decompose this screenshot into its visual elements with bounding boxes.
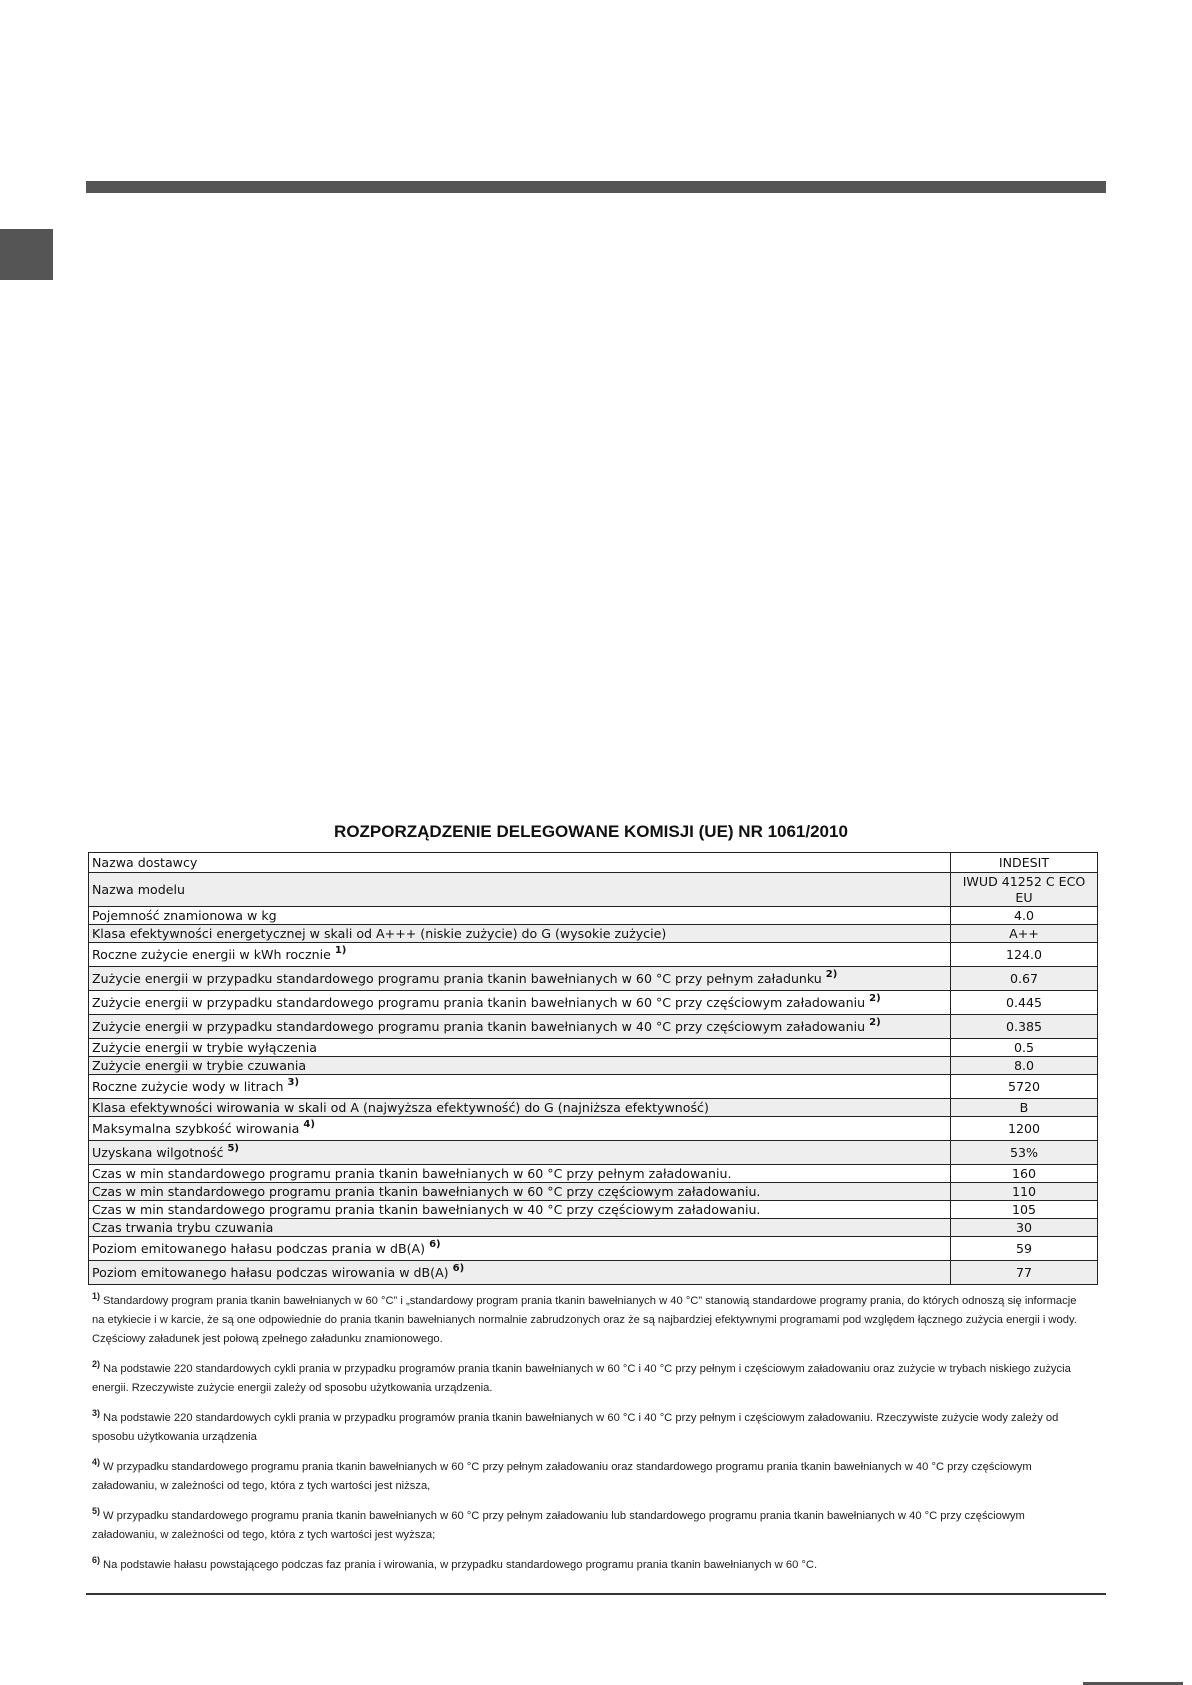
row-label-text: Roczne zużycie energii w kWh rocznie — [92, 946, 331, 962]
footnote-text: Na podstawie 220 standardowych cykli prania w przypadku programów prania tkanin bawełnianych w 60 °C i 40 °C przy pełnym i częściowym załadowaniu. Rzeczywiste zużycie wody zależy od sposobu użytkowania urządzenia — [92, 1412, 1059, 1443]
footnotes — [92, 1292, 1088, 1586]
row-label — [89, 925, 951, 943]
row-label — [89, 1201, 951, 1219]
row-value: 4.0 — [951, 907, 1098, 925]
footnote-marker: 5) — [92, 1506, 101, 1517]
row-value: 0.5 — [951, 1039, 1098, 1057]
row-label — [89, 967, 951, 991]
row-value: INDESIT — [951, 853, 1098, 873]
row-value: IWUD 41252 C ECO EU — [951, 873, 1098, 907]
row-label-text: Nazwa modelu — [92, 881, 185, 897]
footnote-ref: 1) — [334, 945, 347, 957]
row-label-text: Czas trwania trybu czuwania — [92, 1219, 274, 1235]
footnote-marker: 1) — [92, 1291, 101, 1302]
row-label-text: Zużycie energii w przypadku standardowego programu prania tkanin bawełnianych w 60 °C przy częściowym załadowaniu — [92, 994, 866, 1010]
row-label-text: Poziom emitowanego hałasu podczas prania w dB(A) — [92, 1240, 426, 1256]
footnote — [92, 1292, 1088, 1349]
table-row — [89, 1057, 1098, 1075]
table-row — [89, 1201, 1098, 1219]
footnote — [92, 1360, 1088, 1398]
table-row — [89, 925, 1098, 943]
row-label — [89, 1015, 951, 1039]
row-label-text: Poziom emitowanego hałasu podczas wirowania w dB(A) — [92, 1264, 449, 1280]
row-value: 77 — [951, 1261, 1098, 1285]
row-label-text: Klasa efektywności wirowania w skali od A (najwyższa efektywność) do G (najniższa efektywność) — [92, 1099, 709, 1115]
table-row — [89, 967, 1098, 991]
row-label-text: Pojemność znamionowa w kg — [92, 907, 277, 923]
table-row — [89, 943, 1098, 967]
footnote-marker: 2) — [92, 1359, 101, 1370]
row-label — [89, 1057, 951, 1075]
footnote-ref: 3) — [287, 1077, 300, 1089]
row-label — [89, 991, 951, 1015]
footnote-text: Standardowy program prania tkanin bawełnianych w 60 °C” i „standardowy program prania tkanin bawełnianych w 40 °C” stanowią standardowe programy prania, do których odnoszą się informacje na etykiecie i w karcie, że są one odpowiednie do prania tkanin bawełnianych normalnie zabrudzonych oraz że są najbardziej efektywnymi programami pod względem łącznego zużycia energii i wody. Częściowy załadunek jest połową zpełnego załadunku znamionowego. — [92, 1295, 1077, 1345]
row-label — [89, 1039, 951, 1057]
table-row — [89, 873, 1098, 907]
table-row — [89, 1015, 1098, 1039]
row-label — [89, 1099, 951, 1117]
row-label — [89, 1141, 951, 1165]
footnote-marker: 4) — [92, 1457, 101, 1468]
top-divider-bar — [86, 181, 1106, 193]
product-fiche-table — [88, 852, 1098, 1285]
row-value: 0.385 — [951, 1015, 1098, 1039]
row-value: B — [951, 1099, 1098, 1117]
bottom-divider — [86, 1593, 1106, 1595]
row-label-text: Zużycie energii w trybie wyłączenia — [92, 1039, 317, 1055]
row-label-text: Zużycie energii w trybie czuwania — [92, 1057, 307, 1073]
row-value: 5720 — [951, 1075, 1098, 1099]
table-row — [89, 853, 1098, 873]
row-value: 105 — [951, 1201, 1098, 1219]
row-label-text: Uzyskana wilgotność — [92, 1144, 224, 1160]
table-row — [89, 991, 1098, 1015]
row-label — [89, 1117, 951, 1141]
row-label — [89, 1075, 951, 1099]
regulation-title: ROZPORZĄDZENIE DELEGOWANE KOMISJI (UE) NR 1061/2010 — [334, 822, 848, 841]
row-label — [89, 1165, 951, 1183]
footnote-text: W przypadku standardowego programu prania tkanin bawełnianych w 60 °C przy pełnym załadowaniu oraz standardowego programu prania tkanin bawełnianych w 40 °C przy częściowym załadowaniu, w zależności od tego, która z tych wartości jest niższa, — [92, 1461, 1032, 1492]
table-row — [89, 1039, 1098, 1057]
row-label-text: Maksymalna szybkość wirowania — [92, 1120, 300, 1136]
footnote — [92, 1556, 1088, 1575]
row-label — [89, 1183, 951, 1201]
table-row — [89, 1183, 1098, 1201]
footnote-ref: 6) — [452, 1263, 465, 1275]
table-row — [89, 1261, 1098, 1285]
footnote — [92, 1409, 1088, 1447]
footnote — [92, 1458, 1088, 1496]
row-label — [89, 1261, 951, 1285]
table-row — [89, 1075, 1098, 1099]
section-tab-marker — [0, 229, 53, 280]
row-label-text: Klasa efektywności energetycznej w skali od A+++ (niskie zużycie) do G (wysokie zużycie) — [92, 925, 667, 941]
row-value: 59 — [951, 1237, 1098, 1261]
table-row — [89, 1219, 1098, 1237]
footnote — [92, 1507, 1088, 1545]
footnote-ref: 2) — [825, 969, 838, 981]
row-value: 0.67 — [951, 967, 1098, 991]
row-label-text: Zużycie energii w przypadku standardowego programu prania tkanin bawełnianych w 60 °C przy pełnym załadunku — [92, 970, 822, 986]
row-value: 53% — [951, 1141, 1098, 1165]
footnote-ref: 2) — [869, 1017, 881, 1029]
row-value: 30 — [951, 1219, 1098, 1237]
row-label-text: Czas w min standardowego programu prania tkanin bawełnianych w 60 °C przy częściowym załadowaniu. — [92, 1183, 761, 1199]
footnote-text: Na podstawie hałasu powstającego podczas faz prania i wirowania, w przypadku standardowego programu prania tkanin bawełnianych w 60 °C. — [103, 1559, 818, 1571]
row-value: A++ — [951, 925, 1098, 943]
table-row — [89, 1237, 1098, 1261]
row-label — [89, 873, 951, 907]
row-label-text: Zużycie energii w przypadku standardowego programu prania tkanin bawełnianych w 40 °C przy częściowym załadowaniu — [92, 1018, 866, 1034]
row-value: 1200 — [951, 1117, 1098, 1141]
table-row — [89, 907, 1098, 925]
row-label-text: Nazwa dostawcy — [92, 854, 198, 870]
footnote-marker: 6) — [92, 1555, 101, 1566]
table-row — [89, 1099, 1098, 1117]
row-value: 0.445 — [951, 991, 1098, 1015]
footnote-marker: 3) — [92, 1408, 101, 1419]
row-label — [89, 853, 951, 873]
table-row — [89, 1117, 1098, 1141]
row-label — [89, 1237, 951, 1261]
row-value: 8.0 — [951, 1057, 1098, 1075]
row-label — [89, 1219, 951, 1237]
footnote-ref: 4) — [303, 1119, 315, 1131]
footnote-ref: 6) — [429, 1239, 441, 1251]
row-label-text: Czas w min standardowego programu prania tkanin bawełnianych w 40 °C przy częściowym załadowaniu. — [92, 1201, 761, 1217]
footnote-text: W przypadku standardowego programu prania tkanin bawełnianych w 60 °C przy pełnym załadowaniu lub standardowego programu prania tkanin bawełnianych w 40 °C przy częściowym załadowaniu, w zależności od tego, która z tych wartości jest wyższa; — [92, 1510, 1025, 1541]
footnote-ref: 2) — [869, 993, 881, 1005]
footnote-text: Na podstawie 220 standardowych cykli prania w przypadku programów prania tkanin bawełnianych w 60 °C i 40 °C przy pełnym i częściowym załadowaniu oraz zużycie w trybach niskiego zużycia energii. Rzeczywiste zużycie energii zależy od sposobu użytkowania urządzenia. — [92, 1363, 1071, 1394]
row-label-text: Roczne zużycie wody w litrach — [92, 1078, 284, 1094]
row-label — [89, 907, 951, 925]
row-value: 124.0 — [951, 943, 1098, 967]
table-row — [89, 1165, 1098, 1183]
row-value: 160 — [951, 1165, 1098, 1183]
row-label-text: Czas w min standardowego programu prania tkanin bawełnianych w 60 °C przy pełnym załadowaniu. — [92, 1165, 732, 1181]
row-value: 110 — [951, 1183, 1098, 1201]
table-row — [89, 1141, 1098, 1165]
footnote-ref: 5) — [227, 1143, 239, 1155]
row-label — [89, 943, 951, 967]
